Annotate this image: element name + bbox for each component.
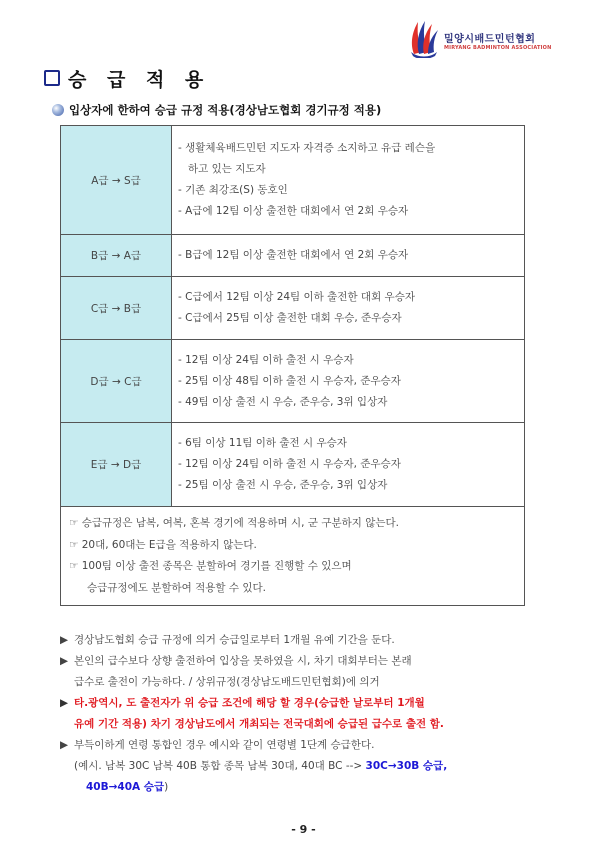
- note-line: ☞ 20대, 60대는 E급을 적용하지 않는다.: [69, 538, 257, 551]
- note-line: 승급규정에도 분할하여 적용할 수 있다.: [87, 581, 266, 594]
- association-logo: [408, 18, 588, 60]
- triangle-bullet-icon: ▶: [60, 655, 69, 667]
- rule-item-continuation: [60, 777, 560, 798]
- triangle-bullet-icon: ▶: [60, 697, 69, 709]
- table-row: [61, 340, 525, 423]
- page-title: 승 급 적 용: [68, 68, 211, 91]
- notes-row: [61, 507, 525, 606]
- condition-line: - 12팀 이상 24팀 이하 출전 시 우승자: [178, 353, 354, 366]
- condition-cell: [172, 340, 525, 423]
- rule-text: 부득이하게 연령 통합인 경우 예시와 같이 연령별 1단계 승급한다.: [74, 739, 375, 751]
- table-row: [61, 126, 525, 235]
- condition-line: - C급에서 25팀 이상 출전한 대회 우승, 준우승자: [178, 312, 402, 324]
- rule-text: (예시. 남복 30C 남복 40B 통합 종목 남복 30대, 40대 BC -->: [74, 760, 366, 772]
- condition-line: - B급에 12팀 이상 출전한 대회에서 연 2회 우승자: [178, 249, 409, 261]
- grade-cell: B급 → A급: [61, 235, 172, 277]
- grade-cell: E급 → D급: [61, 423, 172, 507]
- rule-item-continuation: [60, 672, 560, 693]
- rule-text: 급수로 출전이 가능하다. / 상위규정(경상남도배드민턴협회)에 의거: [74, 676, 380, 688]
- condition-cell: [172, 423, 525, 507]
- page-number: - 9 -: [291, 823, 316, 836]
- rule-item-continuation: [60, 714, 560, 735]
- rule-highlight: 40B→40A 승급: [86, 781, 165, 793]
- table-row: [61, 277, 525, 340]
- condition-line: - 25팀 이상 출전 시 우승, 준우승, 3위 입상자: [178, 479, 388, 491]
- table-row: [61, 235, 525, 277]
- section-subtitle: [52, 102, 381, 118]
- section-heading: [44, 66, 210, 90]
- additional-rules: [60, 630, 560, 798]
- condition-cell: [172, 235, 525, 277]
- condition-line: - C급에서 12팀 이상 24팀 이하 출전한 대회 우승자: [178, 291, 415, 303]
- rule-highlight: 30C→30B 승급,: [365, 760, 448, 772]
- subtitle-text: 입상자에 한하여 승급 규정 적용(경상남도협회 경기규정 적용): [69, 103, 382, 117]
- condition-line: - 49팀 이상 출전 시 우승, 준우승, 3위 입상자: [178, 395, 388, 408]
- notes-cell: [61, 507, 525, 606]
- logo-title: 밀양시배드민턴협회: [444, 34, 536, 45]
- sphere-bullet-icon: [52, 104, 64, 116]
- condition-line: - 6팀 이상 11팀 이하 출전 시 우승자: [178, 437, 347, 449]
- rule-item-continuation: [60, 756, 560, 777]
- note-line: ☞ 100팀 이상 출전 종목은 분할하여 경기를 진행할 수 있으며: [69, 560, 352, 572]
- rule-text: 타.광역시, 도 출전자가 위 승급 조건에 해당 할 경우(승급한 날로부터 1개월: [74, 697, 425, 709]
- rule-item: [60, 735, 560, 756]
- rule-text: 경상남도협회 승급 규정에 의거 승급일로부터 1개월 유예 기간을 둔다.: [74, 634, 395, 646]
- condition-line: - A급에 12팀 이상 출전한 대회에서 연 2회 우승자: [178, 205, 409, 217]
- grade-cell: D급 → C급: [61, 340, 172, 423]
- rule-text: ): [164, 781, 169, 793]
- logo-subtitle: MIRYANG BADMINTON ASSOCIATION: [444, 45, 552, 51]
- triangle-bullet-icon: ▶: [60, 634, 69, 646]
- rule-item: [60, 630, 560, 651]
- shuttlecock-logo-icon: [408, 18, 442, 58]
- condition-line: - 생활체육배드민턴 지도자 자격증 소지하고 유급 레슨을: [178, 142, 436, 154]
- rule-item: [60, 693, 560, 714]
- condition-line: - 기존 최강조(S) 동호인: [178, 184, 288, 196]
- grade-cell: A급 → S급: [61, 126, 172, 235]
- condition-line: - 25팀 이상 48팀 이하 출전 시 우승자, 준우승자: [178, 374, 401, 387]
- condition-line: - 12팀 이상 24팀 이하 출전 시 우승자, 준우승자: [178, 458, 401, 470]
- table-row: [61, 423, 525, 507]
- checkbox-icon: [44, 70, 60, 86]
- condition-line: 하고 있는 지도자: [188, 163, 266, 175]
- note-line: ☞ 승급규정은 남복, 여복, 혼복 경기에 적용하며 시, 군 구분하지 않는다.: [69, 517, 400, 529]
- condition-cell: [172, 126, 525, 235]
- promotion-rules-table: [60, 125, 525, 606]
- rule-item: [60, 651, 560, 672]
- grade-cell: C급 → B급: [61, 277, 172, 340]
- rule-text: 유예 기간 적용) 차기 경상남도에서 개최되는 전국대회에 승급된 급수로 출전 함.: [74, 718, 444, 730]
- rule-text: 본인의 급수보다 상향 출전하여 입상을 못하였을 시, 차기 대회부터는 본래: [74, 655, 412, 667]
- triangle-bullet-icon: ▶: [60, 739, 69, 751]
- condition-cell: [172, 277, 525, 340]
